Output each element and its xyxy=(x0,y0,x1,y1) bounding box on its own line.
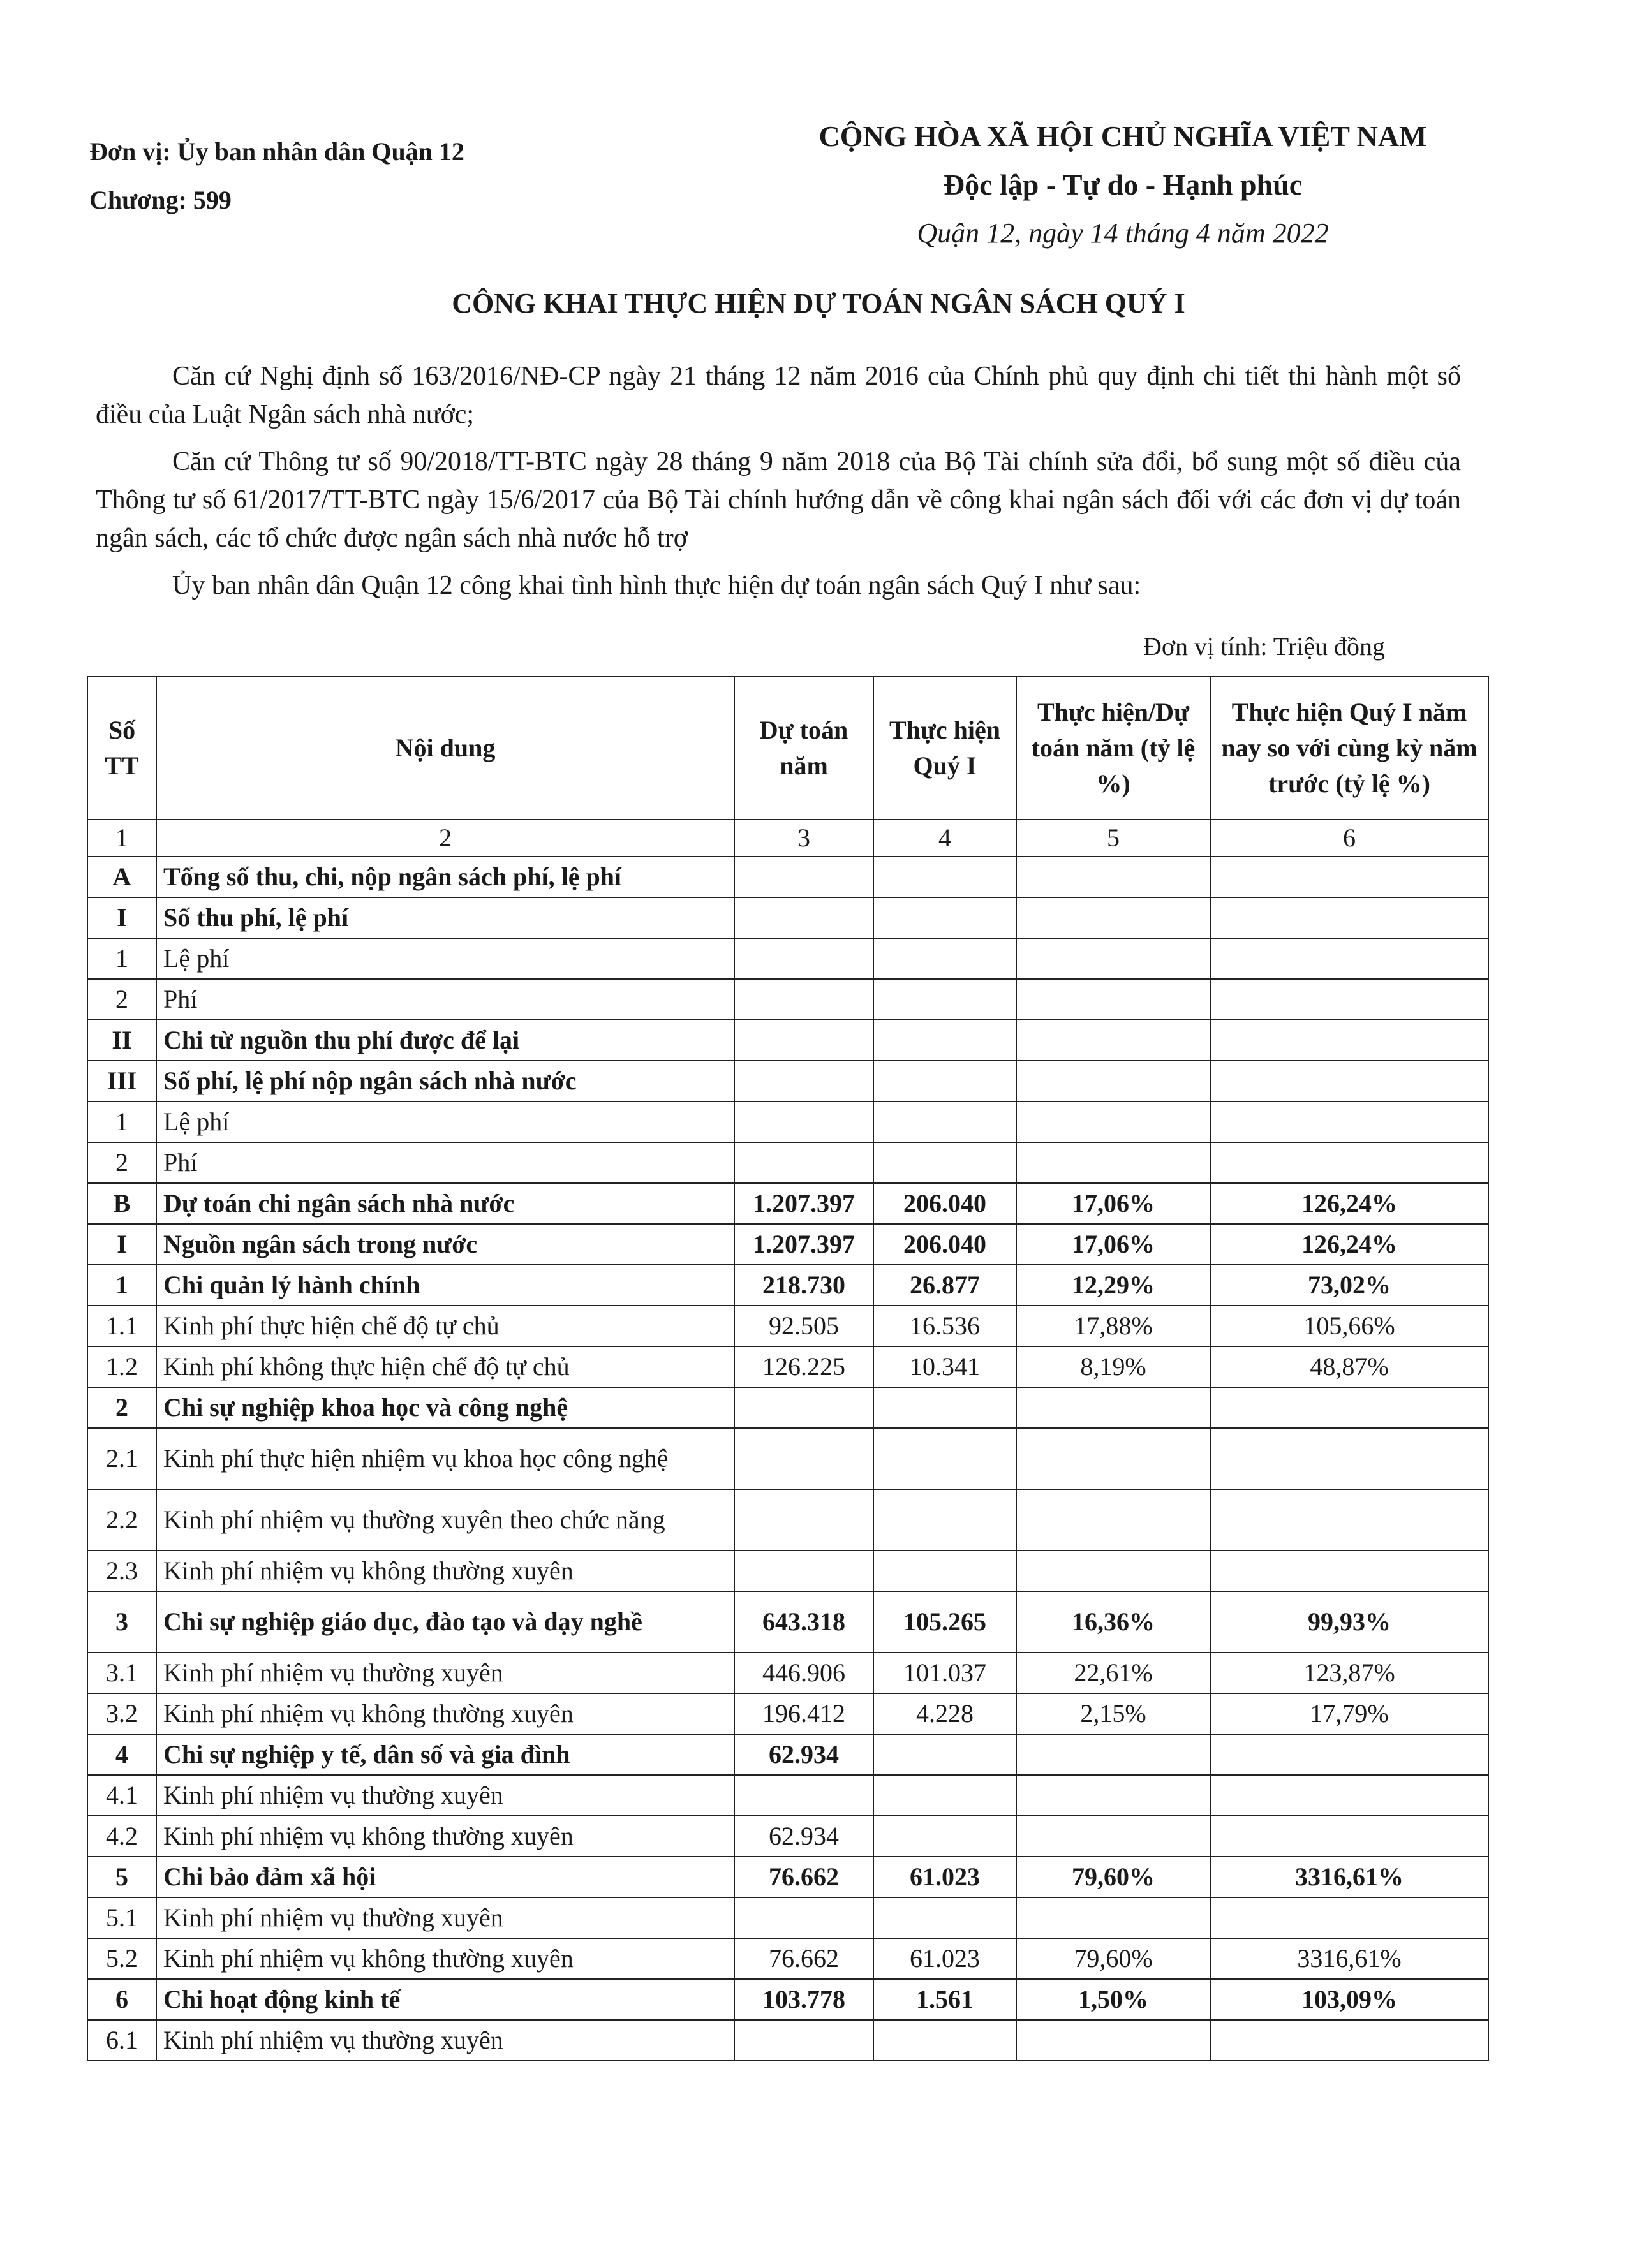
q1-actual-value xyxy=(873,1489,1016,1550)
row-number: 1.1 xyxy=(87,1306,156,1346)
table-row xyxy=(87,1816,1488,1857)
yoy-ratio-value xyxy=(1210,1734,1488,1775)
actual-ratio-value: 8,19% xyxy=(1016,1346,1210,1387)
row-content: Chi từ nguồn thu phí được để lại xyxy=(156,1020,734,1061)
q1-actual-value: 4.228 xyxy=(873,1693,1016,1734)
header-stt: Số TT xyxy=(87,677,156,820)
annual-estimate-value xyxy=(734,857,873,897)
row-number: 6.1 xyxy=(87,2020,156,2061)
header-actual-ratio: Thực hiện/Dự toán năm (tỷ lệ %) xyxy=(1016,677,1210,820)
yoy-ratio-value xyxy=(1210,1816,1488,1857)
table-row xyxy=(87,1265,1488,1306)
row-content: Kinh phí nhiệm vụ không thường xuyên xyxy=(156,1550,734,1591)
row-number: 3.2 xyxy=(87,1693,156,1734)
table-row xyxy=(87,2020,1488,2061)
row-content: Chi sự nghiệp khoa học và công nghệ xyxy=(156,1387,734,1428)
index-cell: 6 xyxy=(1210,820,1488,857)
row-number: B xyxy=(87,1183,156,1224)
annual-estimate-value: 103.778 xyxy=(734,1979,873,2020)
national-header xyxy=(753,112,1493,258)
row-content: Chi sự nghiệp y tế, dân số và gia đình xyxy=(156,1734,734,1775)
table-row xyxy=(87,1183,1488,1224)
row-number: III xyxy=(87,1061,156,1101)
annual-estimate-value: 643.318 xyxy=(734,1591,873,1653)
index-cell: 5 xyxy=(1016,820,1210,857)
row-number: 4 xyxy=(87,1734,156,1775)
row-number: II xyxy=(87,1020,156,1061)
q1-actual-value xyxy=(873,1816,1016,1857)
national-motto: Độc lập - Tự do - Hạnh phúc xyxy=(943,168,1303,201)
table-row xyxy=(87,979,1488,1020)
q1-actual-value xyxy=(873,1550,1016,1591)
table-row xyxy=(87,1734,1488,1775)
row-number: I xyxy=(87,897,156,938)
table-row xyxy=(87,1306,1488,1346)
table-row xyxy=(87,1775,1488,1816)
intro-paragraph: Ủy ban nhân dân Quận 12 công khai tình hình thực hiện dự toán ngân sách Quý I như sau: xyxy=(172,571,1141,600)
yoy-ratio-value: 126,24% xyxy=(1210,1183,1488,1224)
yoy-ratio-value: 3316,61% xyxy=(1210,1857,1488,1897)
row-number: 2.2 xyxy=(87,1489,156,1550)
yoy-ratio-value: 103,09% xyxy=(1210,1979,1488,2020)
annual-estimate-value: 62.934 xyxy=(734,1816,873,1857)
yoy-ratio-value xyxy=(1210,1428,1488,1489)
annual-estimate-value xyxy=(734,1101,873,1142)
annual-estimate-value xyxy=(734,979,873,1020)
row-content: Nguồn ngân sách trong nước xyxy=(156,1224,734,1265)
yoy-ratio-value xyxy=(1210,1061,1488,1101)
budget-table xyxy=(87,676,1489,2061)
q1-actual-value: 105.265 xyxy=(873,1591,1016,1653)
annual-estimate-value: 1.207.397 xyxy=(734,1224,873,1265)
q1-actual-value: 101.037 xyxy=(873,1653,1016,1693)
row-content: Kinh phí nhiệm vụ thường xuyên xyxy=(156,2020,734,2061)
yoy-ratio-value xyxy=(1210,938,1488,979)
row-number: 3.1 xyxy=(87,1653,156,1693)
header-annual-estimate: Dự toán năm xyxy=(734,677,873,820)
annual-estimate-value xyxy=(734,938,873,979)
annual-estimate-value: 196.412 xyxy=(734,1693,873,1734)
table-row xyxy=(87,1857,1488,1897)
actual-ratio-value: 2,15% xyxy=(1016,1693,1210,1734)
row-content: Số phí, lệ phí nộp ngân sách nhà nước xyxy=(156,1061,734,1101)
intro-paragraph: Căn cứ Thông tư số 90/2018/TT-BTC ngày 28 tháng 9 năm 2018 của Bộ Tài chính sửa đổi, bổ sung một số điều của Thông tư số 61/2017/TT-BTC ngày 15/6/2017 của Bộ Tài chính hướng dẫn về công khai ngân sách đối với các đơn vị dự toán ngân sách, các tổ chức được ngân sách nhà nước hỗ trợ xyxy=(96,447,1461,553)
yoy-ratio-value xyxy=(1210,897,1488,938)
table-row xyxy=(87,1142,1488,1183)
annual-estimate-value: 1.207.397 xyxy=(734,1183,873,1224)
row-content: Kinh phí thực hiện chế độ tự chủ xyxy=(156,1306,734,1346)
actual-ratio-value: 17,88% xyxy=(1016,1306,1210,1346)
annual-estimate-value xyxy=(734,1020,873,1061)
yoy-ratio-value: 126,24% xyxy=(1210,1224,1488,1265)
actual-ratio-value xyxy=(1016,1816,1210,1857)
row-content: Kinh phí không thực hiện chế độ tự chủ xyxy=(156,1346,734,1387)
q1-actual-value xyxy=(873,938,1016,979)
yoy-ratio-value: 17,79% xyxy=(1210,1693,1488,1734)
yoy-ratio-value xyxy=(1210,857,1488,897)
table-row xyxy=(87,1346,1488,1387)
q1-actual-value: 61.023 xyxy=(873,1938,1016,1979)
actual-ratio-value xyxy=(1016,1020,1210,1061)
actual-ratio-value xyxy=(1016,1101,1210,1142)
row-content: Dự toán chi ngân sách nhà nước xyxy=(156,1183,734,1224)
row-number: A xyxy=(87,857,156,897)
row-content: Kinh phí nhiệm vụ thường xuyên xyxy=(156,1775,734,1816)
q1-actual-value xyxy=(873,1020,1016,1061)
actual-ratio-value xyxy=(1016,1428,1210,1489)
document-date: Quận 12, ngày 14 tháng 4 năm 2022 xyxy=(917,217,1329,249)
table-row xyxy=(87,897,1488,938)
row-number: 2 xyxy=(87,1387,156,1428)
table-row xyxy=(87,1550,1488,1591)
yoy-ratio-value xyxy=(1210,1489,1488,1550)
table-row xyxy=(87,1101,1488,1142)
row-number: 3 xyxy=(87,1591,156,1653)
row-content: Kinh phí nhiệm vụ thường xuyên theo chức năng xyxy=(156,1489,734,1550)
row-content: Kinh phí nhiệm vụ thường xuyên xyxy=(156,1653,734,1693)
q1-actual-value: 1.561 xyxy=(873,1979,1016,2020)
row-content: Chi sự nghiệp giáo dục, đào tạo và dạy nghề xyxy=(156,1591,734,1653)
row-number: 2.3 xyxy=(87,1550,156,1591)
actual-ratio-value: 22,61% xyxy=(1016,1653,1210,1693)
q1-actual-value xyxy=(873,897,1016,938)
q1-actual-value xyxy=(873,1142,1016,1183)
yoy-ratio-value: 73,02% xyxy=(1210,1265,1488,1306)
row-content: Kinh phí thực hiện nhiệm vụ khoa học công nghệ xyxy=(156,1428,734,1489)
table-row xyxy=(87,1653,1488,1693)
annual-estimate-value xyxy=(734,2020,873,2061)
annual-estimate-value xyxy=(734,1428,873,1489)
q1-actual-value xyxy=(873,1897,1016,1938)
actual-ratio-value xyxy=(1016,2020,1210,2061)
row-content: Phí xyxy=(156,979,734,1020)
row-number: 4.1 xyxy=(87,1775,156,1816)
annual-estimate-value: 76.662 xyxy=(734,1938,873,1979)
actual-ratio-value xyxy=(1016,897,1210,938)
q1-actual-value xyxy=(873,979,1016,1020)
row-number: 5.1 xyxy=(87,1897,156,1938)
annual-estimate-value xyxy=(734,1142,873,1183)
index-cell: 2 xyxy=(156,820,734,857)
table-row xyxy=(87,1020,1488,1061)
intro-paragraphs xyxy=(96,357,1461,614)
row-number: 5 xyxy=(87,1857,156,1897)
row-content: Chi hoạt động kinh tế xyxy=(156,1979,734,2020)
row-number: 1 xyxy=(87,1101,156,1142)
annual-estimate-value: 92.505 xyxy=(734,1306,873,1346)
actual-ratio-value: 17,06% xyxy=(1016,1183,1210,1224)
header-q1-actual: Thực hiện Quý I xyxy=(873,677,1016,820)
q1-actual-value xyxy=(873,1428,1016,1489)
yoy-ratio-value: 105,66% xyxy=(1210,1306,1488,1346)
yoy-ratio-value xyxy=(1210,1101,1488,1142)
q1-actual-value: 206.040 xyxy=(873,1224,1016,1265)
actual-ratio-value: 12,29% xyxy=(1016,1265,1210,1306)
actual-ratio-value xyxy=(1016,979,1210,1020)
q1-actual-value xyxy=(873,1101,1016,1142)
table-row xyxy=(87,1061,1488,1101)
yoy-ratio-value: 123,87% xyxy=(1210,1653,1488,1693)
q1-actual-value xyxy=(873,1061,1016,1101)
actual-ratio-value xyxy=(1016,857,1210,897)
row-content: Lệ phí xyxy=(156,1101,734,1142)
issuer-chapter: Chương: 599 xyxy=(89,186,232,214)
annual-estimate-value xyxy=(734,1775,873,1816)
annual-estimate-value xyxy=(734,897,873,938)
table-row xyxy=(87,1428,1488,1489)
table-row xyxy=(87,1591,1488,1653)
yoy-ratio-value: 99,93% xyxy=(1210,1591,1488,1653)
actual-ratio-value xyxy=(1016,1550,1210,1591)
index-cell: 4 xyxy=(873,820,1016,857)
actual-ratio-value xyxy=(1016,1897,1210,1938)
row-content: Chi quản lý hành chính xyxy=(156,1265,734,1306)
table-row xyxy=(87,938,1488,979)
actual-ratio-value xyxy=(1016,1142,1210,1183)
row-number: 2.1 xyxy=(87,1428,156,1489)
table-row xyxy=(87,1897,1488,1938)
row-content: Kinh phí nhiệm vụ không thường xuyên xyxy=(156,1938,734,1979)
actual-ratio-value xyxy=(1016,1489,1210,1550)
row-number: 4.2 xyxy=(87,1816,156,1857)
yoy-ratio-value: 3316,61% xyxy=(1210,1938,1488,1979)
q1-actual-value: 26.877 xyxy=(873,1265,1016,1306)
index-cell: 3 xyxy=(734,820,873,857)
row-content: Lệ phí xyxy=(156,938,734,979)
issuer-block xyxy=(89,128,464,225)
annual-estimate-value xyxy=(734,1897,873,1938)
row-number: 2 xyxy=(87,1142,156,1183)
intro-paragraph: Căn cứ Nghị định số 163/2016/NĐ-CP ngày 21 tháng 12 năm 2016 của Chính phủ quy định chi tiết thi hành một số điều của Luật Ngân sách nhà nước; xyxy=(96,362,1461,429)
table-row xyxy=(87,1938,1488,1979)
issuer-unit: Đơn vị: Ủy ban nhân dân Quận 12 xyxy=(89,137,464,166)
row-number: 1 xyxy=(87,938,156,979)
document-title: CÔNG KHAI THỰC HIỆN DỰ TOÁN NGÂN SÁCH QUÝ I xyxy=(452,288,1185,319)
table-row xyxy=(87,1489,1488,1550)
yoy-ratio-value xyxy=(1210,1775,1488,1816)
q1-actual-value: 10.341 xyxy=(873,1346,1016,1387)
table-row xyxy=(87,857,1488,897)
index-cell: 1 xyxy=(87,820,156,857)
row-number: 1.2 xyxy=(87,1346,156,1387)
actual-ratio-value: 1,50% xyxy=(1016,1979,1210,2020)
table-row xyxy=(87,1979,1488,2020)
annual-estimate-value xyxy=(734,1550,873,1591)
q1-actual-value xyxy=(873,1734,1016,1775)
header-content: Nội dung xyxy=(156,677,734,820)
q1-actual-value xyxy=(873,2020,1016,2061)
annual-estimate-value: 62.934 xyxy=(734,1734,873,1775)
table-row xyxy=(87,1387,1488,1428)
actual-ratio-value xyxy=(1016,1061,1210,1101)
row-number: 5.2 xyxy=(87,1938,156,1979)
actual-ratio-value xyxy=(1016,1734,1210,1775)
header-yoy-ratio: Thực hiện Quý I năm nay so với cùng kỳ năm trước (tỷ lệ %) xyxy=(1210,677,1488,820)
actual-ratio-value: 79,60% xyxy=(1016,1938,1210,1979)
annual-estimate-value: 76.662 xyxy=(734,1857,873,1897)
yoy-ratio-value xyxy=(1210,1550,1488,1591)
yoy-ratio-value xyxy=(1210,1020,1488,1061)
annual-estimate-value xyxy=(734,1489,873,1550)
row-content: Kinh phí nhiệm vụ thường xuyên xyxy=(156,1897,734,1938)
q1-actual-value xyxy=(873,1387,1016,1428)
row-content: Kinh phí nhiệm vụ không thường xuyên xyxy=(156,1693,734,1734)
row-content: Số thu phí, lệ phí xyxy=(156,897,734,938)
row-number: 6 xyxy=(87,1979,156,2020)
yoy-ratio-value xyxy=(1210,1142,1488,1183)
row-content: Chi bảo đảm xã hội xyxy=(156,1857,734,1897)
actual-ratio-value: 16,36% xyxy=(1016,1591,1210,1653)
yoy-ratio-value xyxy=(1210,2020,1488,2061)
row-content: Phí xyxy=(156,1142,734,1183)
table-row xyxy=(87,1693,1488,1734)
row-content: Kinh phí nhiệm vụ không thường xuyên xyxy=(156,1816,734,1857)
row-content: Tổng số thu, chi, nộp ngân sách phí, lệ phí xyxy=(156,857,734,897)
budget-table-body xyxy=(87,857,1488,2061)
unit-note: Đơn vị tính: Triệu đồng xyxy=(1143,632,1385,661)
actual-ratio-value xyxy=(1016,938,1210,979)
annual-estimate-value: 218.730 xyxy=(734,1265,873,1306)
nation-name: CỘNG HÒA XÃ HỘI CHỦ NGHĨA VIỆT NAM xyxy=(818,120,1427,152)
row-number: 2 xyxy=(87,979,156,1020)
row-number: I xyxy=(87,1224,156,1265)
annual-estimate-value: 446.906 xyxy=(734,1653,873,1693)
q1-actual-value: 61.023 xyxy=(873,1857,1016,1897)
annual-estimate-value: 126.225 xyxy=(734,1346,873,1387)
table-row xyxy=(87,1224,1488,1265)
yoy-ratio-value xyxy=(1210,1897,1488,1938)
row-number: 1 xyxy=(87,1265,156,1306)
annual-estimate-value xyxy=(734,1061,873,1101)
q1-actual-value: 206.040 xyxy=(873,1183,1016,1224)
yoy-ratio-value: 48,87% xyxy=(1210,1346,1488,1387)
annual-estimate-value xyxy=(734,1387,873,1428)
q1-actual-value: 16.536 xyxy=(873,1306,1016,1346)
actual-ratio-value xyxy=(1016,1775,1210,1816)
yoy-ratio-value xyxy=(1210,979,1488,1020)
actual-ratio-value xyxy=(1016,1387,1210,1428)
q1-actual-value xyxy=(873,857,1016,897)
actual-ratio-value: 79,60% xyxy=(1016,1857,1210,1897)
actual-ratio-value: 17,06% xyxy=(1016,1224,1210,1265)
q1-actual-value xyxy=(873,1775,1016,1816)
yoy-ratio-value xyxy=(1210,1387,1488,1428)
